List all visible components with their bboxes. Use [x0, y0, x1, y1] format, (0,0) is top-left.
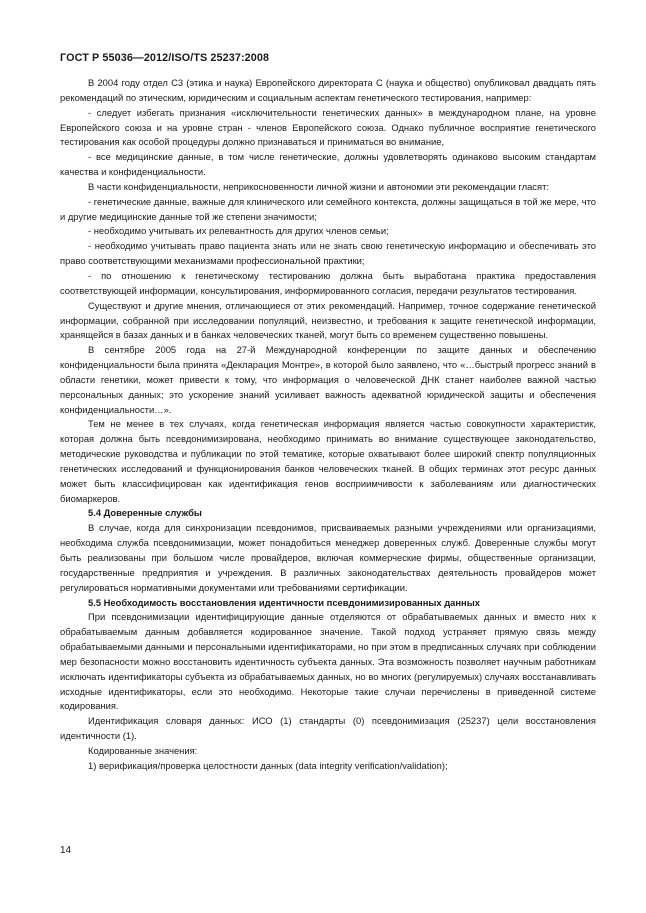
paragraph: 1) верификация/проверка целостности данных (data integrity verification/validation); — [88, 759, 448, 771]
section-heading-trusted-services: 5.4 Доверенные службы — [88, 507, 202, 519]
paragraph: В сентябре 2005 года на 27-й Международной конференции по защите данных и обеспечению конфиденциальности была принята «Декларация Монтре», в которой было заявлено, что «…быстрый прогресс знаний в области генетики, может привести к тому, что информация о человеческой ДНК станет наиболее важной частью персональных данных; это ускорение знаний усиливает важность адекватной юридической защиты и обеспечения конфиденциальности…». — [60, 344, 596, 415]
paragraph: Тем не менее в тех случаях, когда генетическая информация является частью совокупности характеристик, которая должна быть псевдонимизирована, необходимо принимать во внимание существующее законодательство, методические руководства и публикации по этой тематике, которые охватывают более широкий спектр популяционных генетических исследований и функционирования банков человеческих тканей. В общих терминах этот ресурс данных может быть классифицирован как идентификация генов восприимчивости к заболеваниям или диагностических биомаркеров. — [60, 418, 596, 504]
paragraph: В случае, когда для синхронизации псевдонимов, присваиваемых разными учреждениями или организациями, необходима служба псевдонимизации, может понадобиться менеджер доверенных служб. Доверенные службы могут быть реализованы при большом числе провайдеров, включая коммерческие фирмы, общественные организации, государственные предприятия и учреждения. В различных законодательствах деятельность провайдеров может регулироваться нормативными документами или требованиями сертификации. — [60, 522, 596, 593]
paragraph: В 2004 году отдел С3 (этика и наука) Европейского директората С (наука и общество) опубликовал двадцать пять рекомендаций по этическим, юридическим и социальным аспектам генетического тестирования, например: — [60, 77, 596, 103]
document-body — [60, 76, 596, 774]
paragraph: - следует избегать признания «исключительности генетических данных» в международном плане, на уровне Европейского союза и на уровне стран - членов Европейского союза. Однако публичное восприятие генетического тестирования как особой процедуры должно признаваться и приниматься во внимание, — [60, 106, 596, 148]
paragraph: При псевдонимизации идентифицирующие данные отделяются от обрабатываемых данных и вместо них к обрабатываемым данным добавляется кодированное значение. Такой подход устраняет прямую связь между обрабатываемыми данными и персональными идентификаторами, но при этом в предписанных случаях при соблюдении мер безопасности можно восстановить идентичность субъекта данных. Эта возможность позволяет научным работникам исключать идентификаторы субъекта из обрабатываемых данных, но во многих (регулируемых) случаях восстанавливать исходные идентификаторы, если это необходимо. Некоторые такие случаи перечислены в приведенной системе кодирования. — [60, 611, 596, 712]
paragraph: Кодированные значения: — [88, 744, 198, 756]
paragraph: Идентификация словаря данных: ИСО (1) стандарты (0) псевдонимизация (25237) цели восстановления идентичности (1). — [60, 715, 596, 742]
paragraph: - все медицинские данные, в том числе генетические, должны удовлетворять одинаково высоким стандартам качества и конфиденциальности. — [60, 151, 596, 178]
paragraph: В части конфиденциальности, неприкосновенности личной жизни и автономии эти рекомендации гласят: — [88, 180, 549, 192]
paragraph: - по отношению к генетическому тестированию должна быть выработана практика предоставления соответствующей информации, консультирования, информированного согласия, передачи результатов тестирования. — [60, 269, 596, 296]
document-standard-header: ГОСТ Р 55036—2012/ISO/TS 25237:2008 — [60, 52, 270, 64]
paragraph: - необходимо учитывать их релевантность для других членов семьи; — [88, 225, 389, 237]
section-heading-reidentification: 5.5 Необходимость восстановления идентичности псевдонимизированных данных — [88, 596, 480, 608]
paragraph: Существуют и другие мнения, отличающиеся от этих рекомендаций. Например, точное содержание генетической информации, собранной при исследовании популяций, неизвестно, и требования к защите генетической информации, хранящейся в базах данных и в банках человеческих тканей, могут быть со временем существенно повышены. — [60, 299, 596, 341]
page-number: 14 — [60, 845, 72, 856]
paragraph: - генетические данные, важные для клинического или семейного контекста, должны защищаться в той же мере, что и другие медицинские данные той же степени значимости; — [60, 195, 596, 222]
paragraph: - необходимо учитывать право пациента знать или не знать свою генетическую информацию и обеспечивать это право соответствующими механизмами профессиональной практики; — [60, 240, 596, 267]
